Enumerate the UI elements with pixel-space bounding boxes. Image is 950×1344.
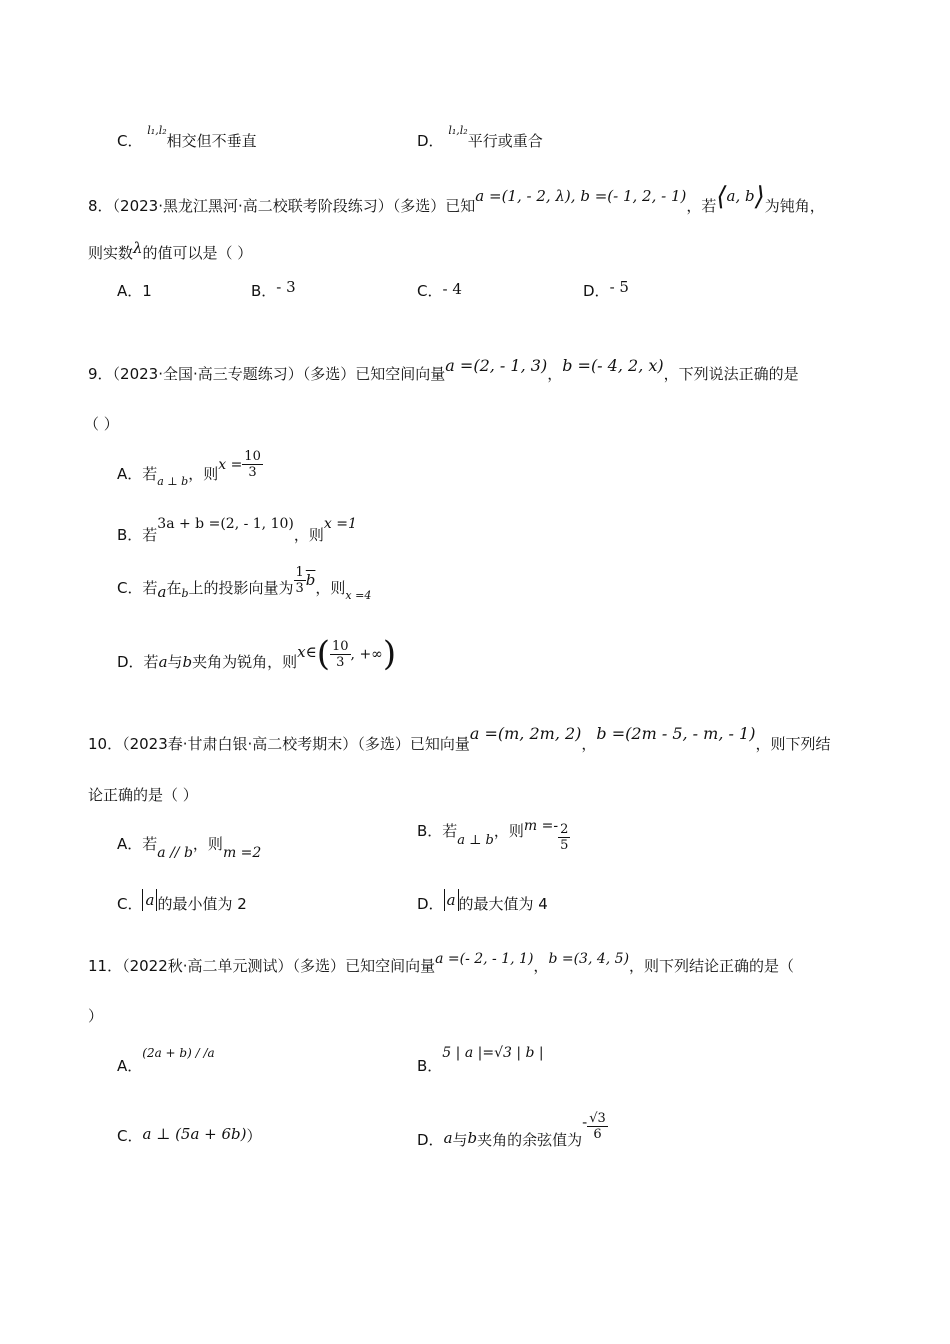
q8-stem-text3: 为钝角，	[764, 197, 825, 215]
q8-lambda: λ	[133, 239, 143, 257]
q9-c-label: C．若	[117, 579, 158, 597]
q8-option-a: A．1	[117, 282, 152, 300]
q11-multi-tag: （多选）	[292, 957, 346, 975]
q9-c-b: b	[181, 587, 189, 600]
q9-d-den: 3	[336, 654, 345, 670]
q9-a-num: 10	[244, 449, 261, 464]
q10-option-b	[417, 818, 570, 853]
q11-d-mid: 与	[452, 1131, 468, 1149]
q11-stem-text: 已知空间向量	[345, 957, 436, 975]
q9-paren: （ ）	[84, 415, 119, 433]
q8-stem-text: 已知	[445, 197, 476, 215]
q11-b-math: 5 | a |=√3 | b |	[442, 1045, 544, 1061]
q9-option-d	[117, 634, 396, 674]
q8-line2	[88, 239, 253, 263]
q10-b-num: 2	[560, 822, 569, 837]
q10-d-abs	[444, 889, 459, 911]
q9-stem-text2: ，下列说法正确的是	[663, 365, 799, 383]
q11-b-label: B．	[417, 1057, 443, 1075]
q8-option-c	[417, 280, 462, 301]
q9-vector-a: a =(2, - 1, 3)	[445, 356, 548, 375]
q8-option-d	[583, 280, 629, 301]
q8-b-value: - 3	[276, 278, 296, 296]
q9-c-den: 3	[295, 581, 304, 596]
q9-d-a: a	[158, 652, 168, 671]
q9-c-frac	[294, 565, 306, 596]
q9-comma: ，	[547, 365, 563, 383]
q11-vector-b: b =(3, 4, 5)	[548, 951, 630, 967]
q10-option-c	[117, 893, 247, 914]
q7-c-text: 相交但不垂直	[166, 132, 257, 150]
q11-d-sign: -	[582, 1113, 588, 1131]
q9-d-rparen: )	[382, 634, 397, 674]
q7-c-math: l₁,l₂	[147, 124, 167, 137]
q9-a-label: A．若	[117, 465, 158, 483]
q10-a-cond: a // b	[157, 845, 193, 861]
q10-c-text: 的最小值为 2	[157, 895, 247, 913]
q9-stem-text: 已知空间向量	[355, 365, 446, 383]
q8-b-label: B．	[251, 282, 277, 300]
q10-b-result: m =-	[523, 818, 559, 834]
q11-source: （2022秋·高二单元测试）	[122, 957, 293, 975]
q11-stem	[88, 951, 795, 976]
q10-multi-tag: （多选）	[357, 735, 410, 753]
q9-d-frac	[330, 639, 351, 670]
q7-option-d: D． $^{l_1,l_2}$平行或重合	[417, 124, 543, 150]
q11-option-b	[417, 1041, 544, 1075]
q10-b-den: 5	[560, 838, 569, 853]
q11-a-math: (2a + b) / /a	[142, 1046, 215, 1060]
q10-option-a	[117, 833, 262, 861]
q11-comma: ，	[533, 957, 549, 975]
q11-d-label: D．	[417, 1131, 444, 1149]
q9-option-b	[117, 512, 357, 544]
q8-line2-text2: 的值可以是（ ）	[142, 244, 253, 262]
q10-line2: 论正确的是（ ）	[88, 786, 198, 804]
q9-a-frac	[242, 449, 263, 480]
q10-b-label: B．若	[417, 822, 458, 840]
q8-c-label: C．	[417, 282, 443, 300]
q10-vector-b: b =(2m - 5, - m, - 1)	[596, 724, 756, 743]
q10-stem-text: 已知向量	[409, 735, 470, 753]
q9-source: （2023·全国·高三专题练习）	[112, 365, 303, 383]
q7-d-math: l₁,l₂	[448, 124, 468, 137]
q8-angle-text: a, b	[726, 187, 755, 205]
q10-b-frac	[558, 822, 570, 853]
q10-c-abs	[142, 889, 157, 911]
q10-comma: ，	[581, 735, 597, 753]
q9-c-num: 1	[295, 565, 304, 580]
q11-d-num: √3	[589, 1111, 606, 1126]
q9-d-num: 10	[332, 638, 349, 654]
q8-stem-text2: ，若	[686, 197, 717, 215]
q9-d-mid: 与	[167, 652, 183, 671]
q9-multi-tag: （多选）	[302, 365, 356, 383]
q7-option-c: C． $^{l_1,l_2}$相交但不垂直	[117, 124, 257, 150]
q10-d-label: D．	[417, 895, 444, 913]
q11-stem-text2: ，则下列结论正确的是（	[629, 957, 795, 975]
q9-c-then: ，则	[315, 579, 346, 597]
q9-d-b: b	[182, 652, 193, 671]
q11-d-a: a	[443, 1129, 453, 1147]
q9-c-mid2: 上的投影向量为	[188, 579, 294, 597]
q11-d-den: 6	[593, 1127, 602, 1142]
q9-stem	[88, 356, 799, 384]
q10-b-then: ，则	[493, 822, 524, 840]
q11-c-label: C．	[117, 1127, 143, 1145]
q11-option-a	[117, 1041, 215, 1075]
q11-option-d	[417, 1101, 608, 1149]
q8-multi-tag: （多选）	[392, 197, 446, 215]
q10-a-then: ，则	[192, 835, 223, 853]
q9-d-lparen: (	[316, 634, 330, 674]
q10-number: 10．	[88, 735, 123, 753]
q9-a-cond: a ⊥ b	[157, 475, 189, 488]
q11-d-b: b	[467, 1129, 478, 1147]
q10-b-cond: a ⊥ b	[457, 833, 494, 848]
q8-angle: ⟨a, b⟩	[716, 182, 765, 212]
q10-d-text: 的最大值为 4	[458, 895, 548, 913]
q9-b-then: ，则	[293, 526, 324, 544]
q10-c-abs-a: a	[145, 891, 155, 909]
q10-a-label: A．若	[117, 835, 158, 853]
q9-b-cond: 3a + b =(2, - 1, 10)	[157, 516, 294, 532]
q11-d-text: 夹角的余弦值为	[477, 1131, 583, 1149]
q8-option-b	[251, 280, 296, 301]
q10-stem-text2: ，则下列结	[755, 735, 831, 753]
q9-vector-b: b =(- 4, 2, x)	[562, 356, 664, 375]
q8-stem	[88, 182, 825, 222]
q7-d-text: 平行或重合	[467, 132, 543, 150]
q10-a-result: m =2	[222, 845, 262, 861]
q11-option-c	[117, 1125, 262, 1146]
q9-c-vec: $\overline{b}$	[305, 571, 316, 589]
q9-b-result: x =1	[323, 516, 357, 532]
q9-a-x: x =	[218, 457, 243, 473]
q10-vector-a: a =(m, 2m, 2)	[469, 724, 582, 743]
q9-a-then: ，则	[188, 465, 219, 483]
q10-stem	[88, 724, 831, 754]
q9-a-den: 3	[248, 465, 257, 480]
q11-line2: ）	[88, 1007, 104, 1025]
q9-c-mid: 在	[166, 579, 182, 597]
q10-option-d	[417, 893, 548, 914]
q10-d-abs-a: a	[446, 891, 456, 909]
q8-line2-text: 则实数	[88, 244, 134, 262]
q10-c-label: C．	[117, 895, 143, 913]
q9-option-c	[117, 565, 372, 602]
q8-d-value: - 5	[609, 278, 629, 296]
q11-vector-a: a =(- 2, - 1, 1)	[435, 951, 534, 967]
q8-source: （2023·黑龙江黑河·高二校联考阶段练习）	[112, 197, 393, 215]
q9-d-tail: , +∞	[350, 646, 383, 663]
q11-c-math: a ⊥ (5a + 6b)	[142, 1125, 247, 1143]
q8-c-value: - 4	[442, 280, 462, 298]
q9-d-result: x∈	[297, 642, 317, 661]
q9-d-label: D．若	[117, 652, 159, 671]
q8-number: 8．	[88, 197, 113, 215]
q8-vectors: a =(1, - 2, λ), b =(- 1, 2, - 1)	[475, 187, 687, 205]
q9-d-mid2: 夹角为锐角，则	[192, 652, 298, 671]
q8-d-label: D．	[583, 282, 610, 300]
q9-c-result: x =4	[345, 589, 372, 602]
q11-number: 11．	[88, 957, 123, 975]
q11-a-label: A．	[117, 1057, 143, 1075]
q9-number: 9．	[88, 365, 113, 383]
q9-b-label: B．若	[117, 526, 158, 544]
q11-d-frac	[587, 1111, 608, 1142]
q9-c-a: a	[157, 583, 167, 601]
q10-source: （2023春·甘肃白银·高二校考期末）	[122, 735, 358, 753]
q11-c-tail: ）	[246, 1127, 262, 1145]
